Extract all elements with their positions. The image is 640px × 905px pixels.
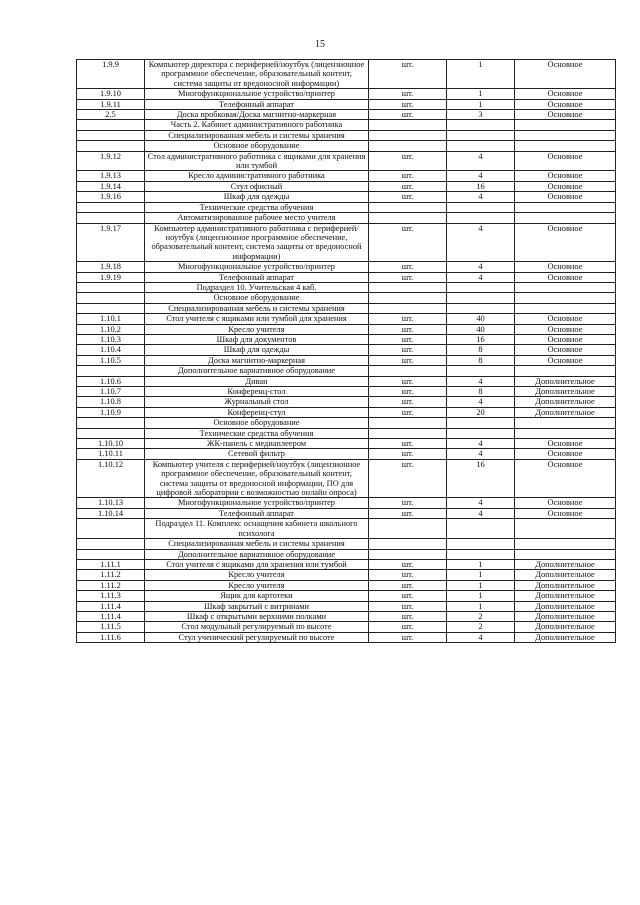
item-category: Дополнительное bbox=[515, 580, 616, 590]
item-category: Основное bbox=[515, 345, 616, 355]
cell-unit-empty bbox=[369, 120, 447, 130]
section-row bbox=[77, 130, 616, 140]
section-row bbox=[77, 549, 616, 559]
cell-unit-empty bbox=[369, 293, 447, 303]
section-heading: Подраздел 11. Комплекс оснащения кабинета школьного психолога bbox=[145, 519, 369, 539]
item-unit: шт. bbox=[369, 376, 447, 386]
cell-qty-empty bbox=[447, 141, 515, 151]
item-quantity: 4 bbox=[447, 397, 515, 407]
cell-unit-empty bbox=[369, 202, 447, 212]
item-name: Телефонный аппарат bbox=[145, 99, 369, 109]
item-category: Дополнительное bbox=[515, 601, 616, 611]
item-category: Основное bbox=[515, 60, 616, 89]
cell-number-empty bbox=[77, 202, 145, 212]
item-number: 1.10.13 bbox=[77, 498, 145, 508]
item-number: 1.9.12 bbox=[77, 151, 145, 171]
item-quantity: 1 bbox=[447, 99, 515, 109]
cell-number-empty bbox=[77, 293, 145, 303]
table-row bbox=[77, 611, 616, 621]
cell-category-empty bbox=[515, 202, 616, 212]
cell-unit-empty bbox=[369, 366, 447, 376]
item-quantity: 4 bbox=[447, 192, 515, 202]
table-row bbox=[77, 89, 616, 99]
table-row bbox=[77, 110, 616, 120]
section-row bbox=[77, 428, 616, 438]
table-row bbox=[77, 334, 616, 344]
item-name: Кресло учителя bbox=[145, 580, 369, 590]
item-unit: шт. bbox=[369, 439, 447, 449]
cell-category-empty bbox=[515, 418, 616, 428]
item-unit: шт. bbox=[369, 60, 447, 89]
item-number: 1.9.16 bbox=[77, 192, 145, 202]
cell-qty-empty bbox=[447, 539, 515, 549]
section-heading: Дополнительное вариативное оборудование bbox=[145, 549, 369, 559]
item-name: Стол административного работника с ящиками для хранения или тумбой bbox=[145, 151, 369, 171]
table-row bbox=[77, 314, 616, 324]
item-quantity: 1 bbox=[447, 601, 515, 611]
item-number: 1.9.11 bbox=[77, 99, 145, 109]
item-name: Шкаф с открытыми верхними полками bbox=[145, 611, 369, 621]
item-unit: шт. bbox=[369, 498, 447, 508]
cell-unit-empty bbox=[369, 303, 447, 313]
section-row bbox=[77, 141, 616, 151]
cell-unit-empty bbox=[369, 418, 447, 428]
item-unit: шт. bbox=[369, 314, 447, 324]
cell-number-empty bbox=[77, 366, 145, 376]
item-quantity: 4 bbox=[447, 376, 515, 386]
item-name: Стол учителя с ящиками для хранения или тумбой bbox=[145, 559, 369, 569]
cell-category-empty bbox=[515, 303, 616, 313]
item-quantity: 4 bbox=[447, 272, 515, 282]
item-category: Основное bbox=[515, 439, 616, 449]
item-quantity: 2 bbox=[447, 622, 515, 632]
table-row bbox=[77, 601, 616, 611]
item-quantity: 2 bbox=[447, 611, 515, 621]
item-quantity: 4 bbox=[447, 498, 515, 508]
item-number: 1.11.5 bbox=[77, 622, 145, 632]
table-row bbox=[77, 407, 616, 417]
table-row bbox=[77, 508, 616, 518]
table-row bbox=[77, 223, 616, 262]
item-number: 1.9.10 bbox=[77, 89, 145, 99]
item-quantity: 16 bbox=[447, 334, 515, 344]
section-row bbox=[77, 293, 616, 303]
item-unit: шт. bbox=[369, 262, 447, 272]
item-quantity: 4 bbox=[447, 439, 515, 449]
cell-qty-empty bbox=[447, 303, 515, 313]
item-category: Основное bbox=[515, 459, 616, 498]
cell-unit-empty bbox=[369, 519, 447, 539]
item-quantity: 16 bbox=[447, 459, 515, 498]
item-unit: шт. bbox=[369, 387, 447, 397]
item-category: Основное bbox=[515, 223, 616, 262]
item-category: Основное bbox=[515, 262, 616, 272]
item-unit: шт. bbox=[369, 449, 447, 459]
cell-qty-empty bbox=[447, 282, 515, 292]
item-number: 1.9.18 bbox=[77, 262, 145, 272]
section-heading: Технические средства обучения bbox=[145, 428, 369, 438]
item-quantity: 8 bbox=[447, 345, 515, 355]
section-heading: Специализированная мебель и системы хранения bbox=[145, 130, 369, 140]
item-unit: шт. bbox=[369, 110, 447, 120]
table-row bbox=[77, 99, 616, 109]
item-number: 1.10.7 bbox=[77, 387, 145, 397]
item-unit: шт. bbox=[369, 632, 447, 642]
cell-unit-empty bbox=[369, 141, 447, 151]
cell-qty-empty bbox=[447, 213, 515, 223]
item-name: Компьютер директора с периферией/ноутбук (лицензионное программное обеспечение, образовательный контент, система защиты от вредоносной информации) bbox=[145, 60, 369, 89]
section-heading: Основное оборудование bbox=[145, 293, 369, 303]
cell-number-empty bbox=[77, 418, 145, 428]
table-row bbox=[77, 622, 616, 632]
table-row bbox=[77, 324, 616, 334]
cell-qty-empty bbox=[447, 418, 515, 428]
item-number: 1.9.14 bbox=[77, 181, 145, 191]
equipment-table-body bbox=[77, 60, 616, 643]
cell-category-empty bbox=[515, 549, 616, 559]
item-category: Дополнительное bbox=[515, 611, 616, 621]
item-name: Многофункциональное устройство/принтер bbox=[145, 89, 369, 99]
item-quantity: 1 bbox=[447, 580, 515, 590]
table-row bbox=[77, 60, 616, 89]
item-number: 1.11.4 bbox=[77, 601, 145, 611]
item-quantity: 4 bbox=[447, 151, 515, 171]
item-category: Дополнительное bbox=[515, 570, 616, 580]
item-name: Кресло учителя bbox=[145, 324, 369, 334]
table-row bbox=[77, 181, 616, 191]
section-heading: Автоматизированное рабочее место учителя bbox=[145, 213, 369, 223]
cell-category-empty bbox=[515, 539, 616, 549]
item-quantity: 40 bbox=[447, 314, 515, 324]
cell-number-empty bbox=[77, 120, 145, 130]
item-quantity: 1 bbox=[447, 60, 515, 89]
section-row bbox=[77, 282, 616, 292]
item-category: Основное bbox=[515, 181, 616, 191]
item-category: Основное bbox=[515, 324, 616, 334]
section-heading: Специализированная мебель и системы хранения bbox=[145, 539, 369, 549]
cell-qty-empty bbox=[447, 519, 515, 539]
item-category: Основное bbox=[515, 171, 616, 181]
item-quantity: 1 bbox=[447, 570, 515, 580]
item-number: 1.9.13 bbox=[77, 171, 145, 181]
item-category: Дополнительное bbox=[515, 632, 616, 642]
cell-number-empty bbox=[77, 519, 145, 539]
item-name: Конференц-стол bbox=[145, 387, 369, 397]
item-quantity: 20 bbox=[447, 407, 515, 417]
item-number: 1.10.12 bbox=[77, 459, 145, 498]
item-category: Дополнительное bbox=[515, 559, 616, 569]
table-row bbox=[77, 580, 616, 590]
item-unit: шт. bbox=[369, 89, 447, 99]
item-name: Многофункциональное устройство/принтер bbox=[145, 262, 369, 272]
item-category: Основное bbox=[515, 192, 616, 202]
item-unit: шт. bbox=[369, 272, 447, 282]
item-quantity: 4 bbox=[447, 223, 515, 262]
item-number: 1.11.1 bbox=[77, 559, 145, 569]
item-quantity: 4 bbox=[447, 449, 515, 459]
item-name: Многофункциональное устройство/принтер bbox=[145, 498, 369, 508]
cell-qty-empty bbox=[447, 549, 515, 559]
item-name: Сетевой фильтр bbox=[145, 449, 369, 459]
item-unit: шт. bbox=[369, 622, 447, 632]
item-name: Кресло административного работника bbox=[145, 171, 369, 181]
item-number: 1.9.19 bbox=[77, 272, 145, 282]
item-unit: шт. bbox=[369, 192, 447, 202]
item-number: 1.10.3 bbox=[77, 334, 145, 344]
section-row bbox=[77, 303, 616, 313]
item-category: Основное bbox=[515, 151, 616, 171]
item-unit: шт. bbox=[369, 334, 447, 344]
item-name: Доска магнитно-маркерная bbox=[145, 355, 369, 365]
item-category: Основное bbox=[515, 89, 616, 99]
item-number: 1.11.2 bbox=[77, 580, 145, 590]
item-number: 1.10.11 bbox=[77, 449, 145, 459]
table-row bbox=[77, 272, 616, 282]
item-unit: шт. bbox=[369, 223, 447, 262]
item-unit: шт. bbox=[369, 580, 447, 590]
item-quantity: 8 bbox=[447, 355, 515, 365]
section-heading: Специализированная мебель и системы хранения bbox=[145, 303, 369, 313]
cell-number-empty bbox=[77, 303, 145, 313]
table-row bbox=[77, 262, 616, 272]
item-number: 1.10.8 bbox=[77, 397, 145, 407]
item-number: 1.10.2 bbox=[77, 324, 145, 334]
item-number: 1.9.9 bbox=[77, 60, 145, 89]
page-number: 15 bbox=[315, 39, 325, 50]
section-row bbox=[77, 213, 616, 223]
item-quantity: 4 bbox=[447, 632, 515, 642]
item-number: 1.11.3 bbox=[77, 591, 145, 601]
item-category: Дополнительное bbox=[515, 591, 616, 601]
item-unit: шт. bbox=[369, 570, 447, 580]
cell-number-empty bbox=[77, 130, 145, 140]
cell-category-empty bbox=[515, 366, 616, 376]
item-quantity: 4 bbox=[447, 508, 515, 518]
item-number: 1.10.10 bbox=[77, 439, 145, 449]
item-category: Основное bbox=[515, 110, 616, 120]
item-quantity: 40 bbox=[447, 324, 515, 334]
section-heading: Подраздел 10. Учительская 4 каб. bbox=[145, 282, 369, 292]
item-number: 1.10.6 bbox=[77, 376, 145, 386]
item-quantity: 4 bbox=[447, 262, 515, 272]
item-name: Телефонный аппарат bbox=[145, 272, 369, 282]
section-row bbox=[77, 120, 616, 130]
table-row bbox=[77, 387, 616, 397]
item-name: Телефонный аппарат bbox=[145, 508, 369, 518]
item-category: Дополнительное bbox=[515, 397, 616, 407]
item-number: 1.9.17 bbox=[77, 223, 145, 262]
item-name: Диван bbox=[145, 376, 369, 386]
table-row bbox=[77, 171, 616, 181]
item-unit: шт. bbox=[369, 355, 447, 365]
item-name: Шкаф для одежды bbox=[145, 192, 369, 202]
cell-number-empty bbox=[77, 428, 145, 438]
cell-qty-empty bbox=[447, 130, 515, 140]
item-number: 1.10.1 bbox=[77, 314, 145, 324]
section-row bbox=[77, 418, 616, 428]
item-number: 1.11.6 bbox=[77, 632, 145, 642]
section-heading: Основное оборудование bbox=[145, 418, 369, 428]
item-category: Основное bbox=[515, 508, 616, 518]
table-row bbox=[77, 345, 616, 355]
item-quantity: 3 bbox=[447, 110, 515, 120]
cell-unit-empty bbox=[369, 428, 447, 438]
cell-unit-empty bbox=[369, 549, 447, 559]
table-row bbox=[77, 498, 616, 508]
cell-qty-empty bbox=[447, 293, 515, 303]
table-row bbox=[77, 570, 616, 580]
table-row bbox=[77, 355, 616, 365]
cell-category-empty bbox=[515, 213, 616, 223]
cell-number-empty bbox=[77, 549, 145, 559]
item-unit: шт. bbox=[369, 99, 447, 109]
item-category: Основное bbox=[515, 99, 616, 109]
item-number: 1.10.9 bbox=[77, 407, 145, 417]
table-row bbox=[77, 591, 616, 601]
item-name: Конференц-стул bbox=[145, 407, 369, 417]
item-unit: шт. bbox=[369, 397, 447, 407]
item-quantity: 16 bbox=[447, 181, 515, 191]
item-number: 1.10.14 bbox=[77, 508, 145, 518]
item-name: Стол учителя с ящиками или тумбой для хранения bbox=[145, 314, 369, 324]
item-number: 1.11.4 bbox=[77, 611, 145, 621]
cell-number-empty bbox=[77, 539, 145, 549]
table-row bbox=[77, 151, 616, 171]
cell-number-empty bbox=[77, 282, 145, 292]
item-unit: шт. bbox=[369, 508, 447, 518]
item-unit: шт. bbox=[369, 559, 447, 569]
item-name: Журнальный стол bbox=[145, 397, 369, 407]
cell-unit-empty bbox=[369, 539, 447, 549]
item-unit: шт. bbox=[369, 324, 447, 334]
table-row bbox=[77, 559, 616, 569]
item-unit: шт. bbox=[369, 151, 447, 171]
item-category: Основное bbox=[515, 498, 616, 508]
table-row bbox=[77, 449, 616, 459]
item-quantity: 1 bbox=[447, 89, 515, 99]
item-unit: шт. bbox=[369, 611, 447, 621]
cell-category-empty bbox=[515, 130, 616, 140]
item-unit: шт. bbox=[369, 345, 447, 355]
item-name: ЖК-панель с медиаплеером bbox=[145, 439, 369, 449]
item-category: Основное bbox=[515, 449, 616, 459]
item-name: Доска пробковая/Доска магнитно-маркерная bbox=[145, 110, 369, 120]
item-name: Стул ученический регулируемый по высоте bbox=[145, 632, 369, 642]
equipment-table bbox=[76, 59, 616, 643]
item-number: 2.5 bbox=[77, 110, 145, 120]
cell-category-empty bbox=[515, 519, 616, 539]
section-row bbox=[77, 202, 616, 212]
item-category: Дополнительное bbox=[515, 376, 616, 386]
section-heading: Технические средства обучения bbox=[145, 202, 369, 212]
item-name: Стул офисный bbox=[145, 181, 369, 191]
item-category: Дополнительное bbox=[515, 387, 616, 397]
item-number: 1.10.5 bbox=[77, 355, 145, 365]
item-category: Основное bbox=[515, 355, 616, 365]
item-category: Основное bbox=[515, 314, 616, 324]
cell-qty-empty bbox=[447, 366, 515, 376]
table-row bbox=[77, 459, 616, 498]
item-name: Кресло учителя bbox=[145, 570, 369, 580]
cell-qty-empty bbox=[447, 120, 515, 130]
item-unit: шт. bbox=[369, 591, 447, 601]
table-row bbox=[77, 632, 616, 642]
item-number: 1.10.4 bbox=[77, 345, 145, 355]
item-name: Шкаф для одежды bbox=[145, 345, 369, 355]
table-row bbox=[77, 192, 616, 202]
cell-unit-empty bbox=[369, 130, 447, 140]
item-number: 1.11.2 bbox=[77, 570, 145, 580]
item-name: Компьютер учителя с периферией/ноутбук (лицензионное программное обеспечение, образовательный контент, система защиты от вредоносной информации, ПО для цифровой лаборатории с возможностью онлайн опроса) bbox=[145, 459, 369, 498]
section-heading: Основное оборудование bbox=[145, 141, 369, 151]
item-category: Основное bbox=[515, 334, 616, 344]
item-category: Дополнительное bbox=[515, 622, 616, 632]
cell-category-empty bbox=[515, 282, 616, 292]
cell-qty-empty bbox=[447, 202, 515, 212]
item-quantity: 4 bbox=[447, 171, 515, 181]
cell-qty-empty bbox=[447, 428, 515, 438]
section-row bbox=[77, 519, 616, 539]
item-quantity: 8 bbox=[447, 387, 515, 397]
cell-category-empty bbox=[515, 141, 616, 151]
item-name: Ящик для картотеки bbox=[145, 591, 369, 601]
section-row bbox=[77, 366, 616, 376]
item-quantity: 1 bbox=[447, 559, 515, 569]
item-category: Основное bbox=[515, 272, 616, 282]
item-category: Дополнительное bbox=[515, 407, 616, 417]
table-row bbox=[77, 397, 616, 407]
item-unit: шт. bbox=[369, 601, 447, 611]
cell-number-empty bbox=[77, 141, 145, 151]
section-heading: Часть 2. Кабинет административного работника bbox=[145, 120, 369, 130]
cell-unit-empty bbox=[369, 282, 447, 292]
table-row bbox=[77, 376, 616, 386]
item-quantity: 1 bbox=[447, 591, 515, 601]
item-name: Стол модульный регулируемый по высоте bbox=[145, 622, 369, 632]
cell-category-empty bbox=[515, 428, 616, 438]
cell-category-empty bbox=[515, 293, 616, 303]
item-unit: шт. bbox=[369, 459, 447, 498]
item-unit: шт. bbox=[369, 181, 447, 191]
cell-number-empty bbox=[77, 213, 145, 223]
cell-category-empty bbox=[515, 120, 616, 130]
item-name: Шкаф для документов bbox=[145, 334, 369, 344]
item-name: Компьютер административного работника с периферией/ноутбук (лицензионное программное обеспечение, образовательный контент, система защиты от вредоносной информации) bbox=[145, 223, 369, 262]
section-row bbox=[77, 539, 616, 549]
section-heading: Дополнительное вариативное оборудование bbox=[145, 366, 369, 376]
item-name: Шкаф закрытый с витринами bbox=[145, 601, 369, 611]
cell-unit-empty bbox=[369, 213, 447, 223]
table-row bbox=[77, 439, 616, 449]
item-unit: шт. bbox=[369, 171, 447, 181]
item-unit: шт. bbox=[369, 407, 447, 417]
